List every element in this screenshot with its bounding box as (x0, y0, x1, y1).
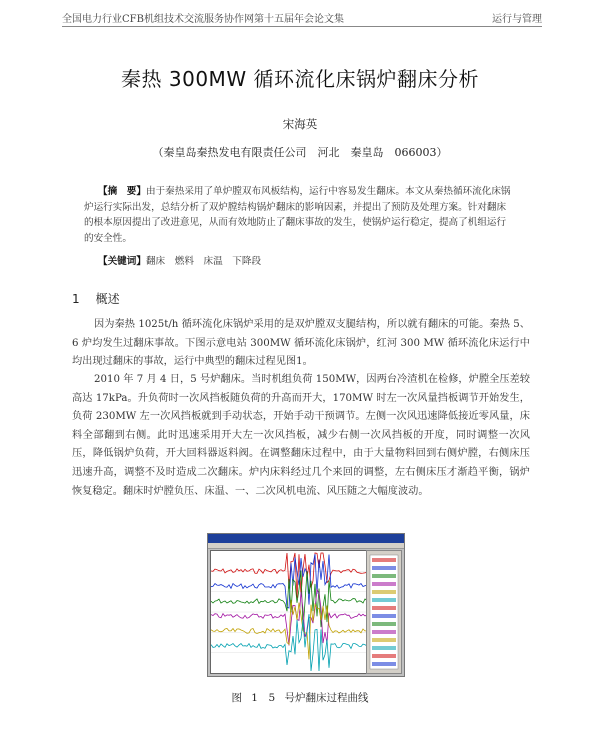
side-panel-row (372, 590, 396, 594)
header-right: 运行与管理 (492, 14, 542, 25)
keywords-text: 翻床 燃料 床温 下降段 (145, 256, 262, 267)
figure-window-menubar (208, 543, 404, 549)
running-header (62, 10, 542, 27)
paper-title: 秦热 300MW 循环流化床锅炉翻床分析 (121, 67, 479, 91)
side-panel-row (372, 558, 396, 562)
side-panel-row (372, 614, 396, 618)
figure-trend-plot (210, 550, 368, 674)
header-left: 全国电力行业CFB机组技术交流服务协作网第十五届年会论文集 (62, 14, 344, 25)
figure-window-titlebar (208, 534, 404, 543)
body-paragraph-1: 因为秦热 1025t/h 循环流化床锅炉采用的是双炉膛双支腿结构，所以就有翻床的可能。秦热 5、6 炉均发生过翻床事故。下图示意电站 300MW 循环流化床锅炉，红河 300 MW 循环流化床运行中均出现过翻床的事故，运行中典型的翻床过程见图1。 (72, 319, 530, 368)
figure-side-panel (366, 550, 402, 674)
author-name: 宋海英 (282, 117, 318, 131)
keywords (98, 253, 261, 267)
body-paragraph-2: 2010 年 7 月 4 日，5 号炉翻床。当时机组负荷 150MW，因两台冷渣机在检修，炉膛全压差较高达 17kPa。升负荷时一次风挡板随负荷的升高而开大，170MW 时左一次风量挡板调节开始发生，负荷 230MW 左一次风挡板就到手动状态，开始手动干预调节。左侧一次风迅速降低接近零风量，床料全部翻到右侧。此时迅速采用开大左一次风挡板，减少右侧一次风挡板的开度，同时调整一次风压，降低锅炉负荷，开大回料器返料阀。在调整翻床过程中，由于大量物料回到右侧炉膛，右侧床压迅速升高，调整不及时造成二次翻床。炉内床料经过几个来回的调整，左右侧床压才渐趋平衡，锅炉恢复稳定。翻床时炉膛负压、床温、一、二次风机电流、风压随之大幅度波动。 (72, 374, 530, 497)
abstract (84, 184, 514, 246)
trend-lines (211, 551, 367, 673)
figure-screenshot (207, 533, 405, 677)
side-panel-row (372, 638, 396, 642)
side-panel-row (372, 582, 396, 586)
abstract-label: 【摘 要】 (98, 186, 146, 197)
abstract-text: 由于秦热采用了单炉膛双布风板结构，运行中容易发生翻床。本文从秦热循环流化床锅炉运行实际出发，总结分析了双炉膛结构锅炉翻床的影响因素，并提出了预防及处理方案。针对翻床的根本原因提出了改进意见，从而有效地防止了翻床事故的发生，使锅炉运行稳定，提高了机组运行的安全性。 (84, 186, 511, 244)
side-panel-row (372, 646, 396, 650)
side-panel-row (372, 662, 396, 666)
side-panel-row (372, 598, 396, 602)
side-panel-row (372, 574, 396, 578)
side-panel-row (372, 566, 396, 570)
author-affiliation: （秦皇岛秦热发电有限责任公司 河北 秦皇岛 066003） (152, 146, 448, 159)
side-panel-list (367, 551, 401, 673)
side-panel-row (372, 630, 396, 634)
side-panel-row (372, 622, 396, 626)
section-title: 概述 (95, 292, 120, 306)
section-heading (72, 290, 120, 307)
figure-caption: 图 1 5 号炉翻床过程曲线 (231, 692, 369, 704)
side-panel-row (372, 606, 396, 610)
section-number: 1 (72, 292, 80, 306)
side-panel-row (372, 654, 396, 658)
keywords-label: 【关键词】 (98, 256, 146, 267)
